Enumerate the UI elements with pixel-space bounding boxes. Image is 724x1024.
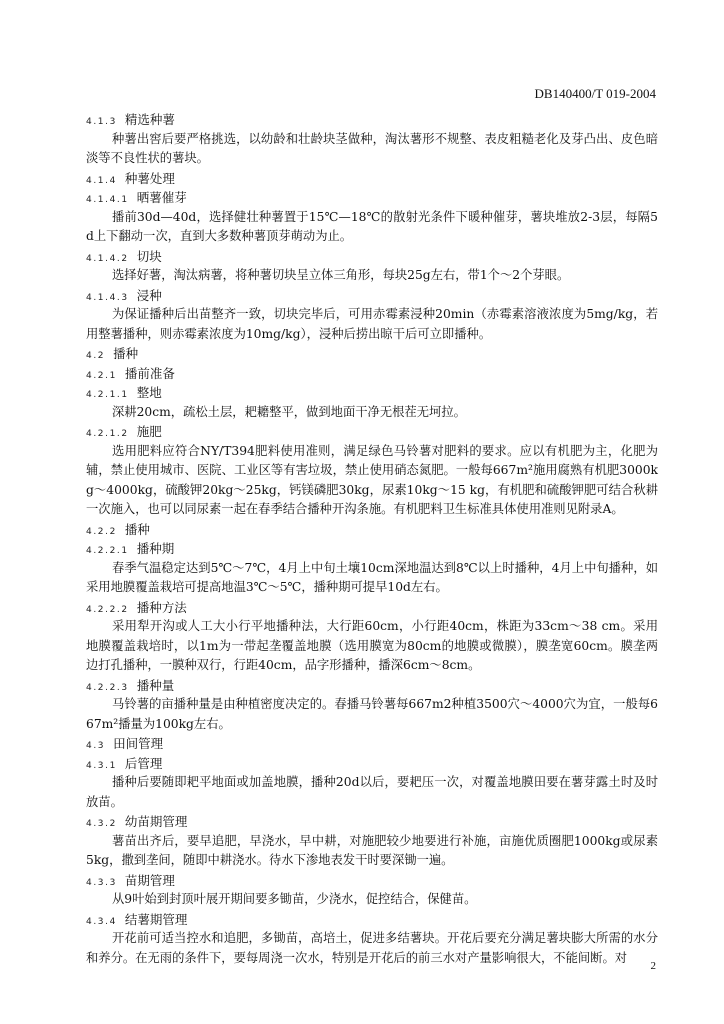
- section-number: 4.3.4: [86, 916, 117, 927]
- section-title: 浸种: [136, 287, 162, 303]
- section-heading-4-3-1: [86, 754, 658, 774]
- section-heading-4-2-2: [86, 520, 658, 540]
- section-number: 4.1.4.3: [86, 292, 129, 303]
- section-number: 4.1.4.1: [86, 195, 129, 205]
- section-title: 切块: [136, 248, 162, 264]
- section-title: 田间管理: [113, 736, 164, 751]
- paragraph-4-1-3: 种薯出窖后要严格挑选，以幼龄和壮龄块茎做种，淘汰薯形不规整、表皮粗糙老化及芽凸出、皮色暗淡等不良性状的薯块。: [86, 131, 658, 165]
- section-heading-4-3-2: [86, 812, 658, 832]
- section-number: 4.1.4: [86, 175, 117, 186]
- section-title: 苗期管理: [124, 872, 175, 888]
- document-body: [86, 110, 658, 968]
- section-heading-4-2-1-2: [86, 422, 658, 442]
- section-heading-4-2-2-2: [86, 598, 658, 618]
- section-number: 4.2.2: [86, 526, 117, 537]
- section-number: 4.3.2: [86, 819, 117, 829]
- paragraph-4-3-4: 开花前可适当控水和追肥，多锄苗，高培土，促进多结薯块。开花后要充分满足薯块膨大所需的水分和养分。在无雨的条件下，要每周浇一次水，特别是开花后的前三水对产量影响很大，不能间断。对: [86, 931, 658, 965]
- section-heading-4-3-4: [86, 910, 658, 930]
- section-title: 后管理: [124, 755, 163, 771]
- paragraph-4-3-1: 播种后要随即耙平地面或加盖地膜，播种20d以后，要耙压一次，对覆盖地膜田要在薯芽露土时及时放苗。: [86, 775, 658, 809]
- paragraph-4-3-2: 薯苗出齐后，要早追肥，早浇水，早中耕，对施肥较少地要进行补施，亩施优质圈肥1000kg或尿素5kg，撒到垄间，随即中耕浇水。待水下渗地表发干时要深锄一遍。: [86, 833, 658, 867]
- section-title: 播种: [124, 521, 150, 537]
- section-title: 结薯期管理: [124, 911, 188, 927]
- paragraph-4-2-2-2: 采用犁开沟或人工大小行平地播种法，大行距60cm，小行距40cm，株距为33cm～38 cm。采用地膜覆盖栽培时，以1m为一带起垄覆盖地膜（选用膜宽为80cm的地膜或微膜），膜垄宽60cm。膜垄两边打孔播种，一膜种双行，行距40cm，品字形播种，播深6cm～8cm。: [86, 619, 658, 672]
- section-number: 4.2.1.2: [86, 429, 129, 439]
- section-title: 精选种薯: [124, 112, 175, 127]
- paragraph-4-2-1-2: 选用肥料应符合NY/T394肥料使用准则，满足绿色马铃薯对肥料的要求。应以有机肥为主，化肥为辅，禁止使用城市、医院、工业区等有害垃圾，禁止使用硝态氮肥。一般每667m²施用腐熟有机肥3000kg～4000kg，硫酸钾20kg～25kg，钙镁磷肥30kg，尿素10kg～15 kg，有机肥和硫酸钾肥可结合秋耕一次施入，也可以同尿素一起在春季结合播种开沟条施。有机肥料卫生标准具体使用准则见附录A。: [86, 443, 658, 516]
- section-heading-4-1-4-2: [86, 247, 658, 267]
- section-heading-4-2: [86, 344, 658, 364]
- section-heading-4-2-2-1: [86, 539, 658, 559]
- section-number: 4.3.1: [86, 760, 117, 771]
- section-number: 4.3: [86, 741, 106, 751]
- section-heading-4-1-4-1: [86, 188, 658, 208]
- section-heading-4-2-1: [86, 364, 658, 384]
- section-title: 播种: [113, 346, 139, 361]
- paragraph-4-2-2-1: 春季气温稳定达到5℃～7℃，4月上中旬土壤10cm深地温达到8℃以上时播种，4月上中旬播种，如采用地膜覆盖栽培可提高地温3℃～5℃，播种期可提早10d左右。: [86, 560, 658, 594]
- section-number: 4.1.4.2: [86, 253, 129, 264]
- section-heading-4-3: [86, 734, 658, 754]
- section-title: 种薯处理: [124, 170, 175, 186]
- paragraph-4-2-2-3: 马铃薯的亩播种量是由种植密度决定的。春播马铃薯每667m2种植3500穴～4000穴为宜，一般每667m²播量为100kg左右。: [86, 697, 658, 731]
- section-heading-4-2-1-1: [86, 383, 658, 403]
- paragraph-4-1-4-1: 播前30d—40d，选择健壮种薯置于15℃—18℃的散射光条件下暖种催芽，薯块堆放2-3层，每隔5d上下翻动一次，直到大多数种薯顶芽萌动为止。: [86, 209, 658, 243]
- section-number: 4.2.2.3: [86, 682, 129, 693]
- section-title: 幼苗期管理: [124, 814, 188, 829]
- section-number: 4.3.3: [86, 877, 117, 888]
- section-title: 播种量: [136, 677, 175, 693]
- page-number: 2: [650, 960, 656, 972]
- paragraph-4-3-3: 从9叶始到封顶叶展开期间要多锄苗，少浇水，促控结合，保健苗。: [112, 892, 477, 906]
- document-code: DB140400/T 019-2004: [534, 86, 656, 101]
- section-heading-4-1-4: [86, 169, 658, 189]
- paragraph-4-1-4-2: 选择好薯，淘汰病薯，将种薯切块呈立体三角形，每块25g左右，带1个～2个芽眼。: [112, 268, 570, 282]
- paragraph-4-2-1-1: 深耕20cm，疏松土层，耙耱整平，做到地面干净无根茬无坷拉。: [112, 404, 466, 419]
- section-number: 4.2: [86, 351, 106, 361]
- section-title: 播种方法: [136, 599, 187, 615]
- section-heading-4-1-4-3: [86, 286, 658, 306]
- section-title: 晒薯催芽: [136, 190, 187, 205]
- section-heading-4-3-3: [86, 871, 658, 891]
- section-heading-4-1-3: [86, 110, 658, 130]
- paragraph-4-1-4-3: 为保证播种后出苗整齐一致，切块完毕后，可用赤霉素浸种20min（赤霉素溶液浓度为5mg/kg，若用整薯播种，则赤霉素浓度为10mg/kg），浸种后捞出晾干后可立即播种。: [86, 307, 658, 341]
- section-title: 施肥: [136, 424, 162, 439]
- section-number: 4.2.1.1: [86, 390, 129, 400]
- section-title: 播前准备: [124, 365, 175, 381]
- section-number: 4.1.3: [86, 117, 117, 127]
- section-number: 4.2.2.1: [86, 546, 129, 556]
- section-number: 4.2.1: [86, 370, 117, 381]
- section-title: 整地: [136, 385, 162, 400]
- section-title: 播种期: [136, 541, 175, 556]
- section-heading-4-2-2-3: [86, 676, 658, 696]
- section-number: 4.2.2.2: [86, 604, 129, 615]
